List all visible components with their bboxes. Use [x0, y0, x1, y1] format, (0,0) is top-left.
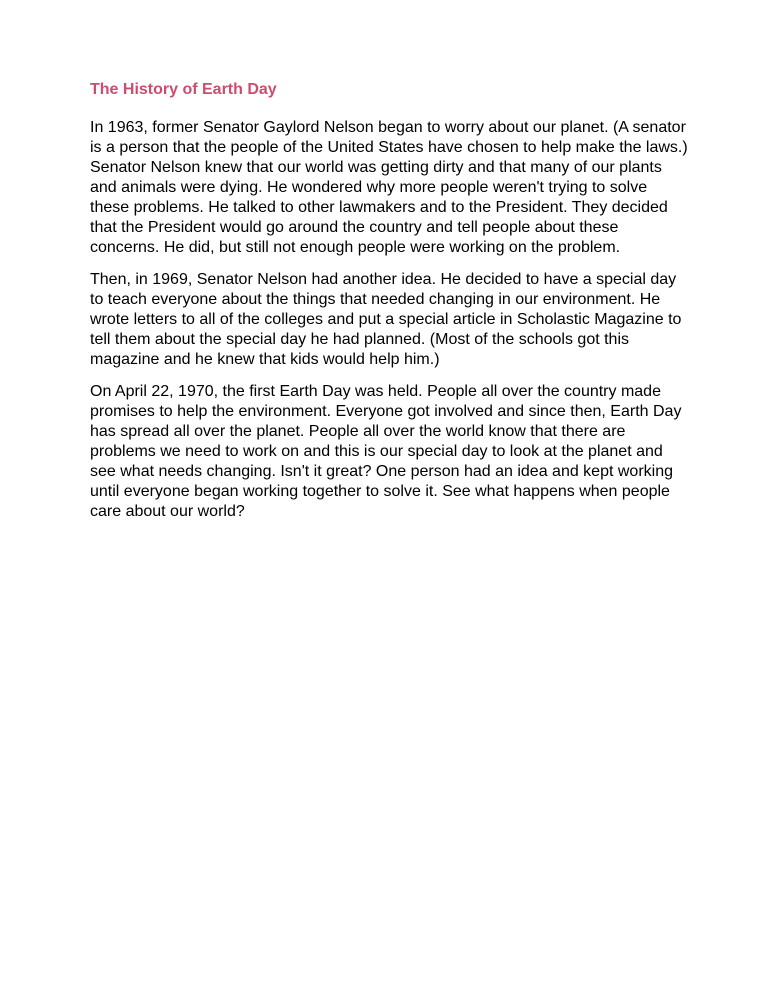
paragraph-1: In 1963, former Senator Gaylord Nelson began to worry about our planet. (A senator is a person that the people of the United States have chosen to help make the laws.) Senator Nelson knew that our world was getting dirty and that many of our plants and animals were dying. He wondered why more people weren't trying to solve these problems. He talked to other lawmakers and to the President. They decided that the President would go around the country and tell people about these concerns. He did, but still not enough people were working on the problem.	[90, 119, 688, 256]
paragraph-3: On April 22, 1970, the first Earth Day was held. People all over the country made promises to help the environment. Everyone got involved and since then, Earth Day has spread all over the planet. People all over the world know that there are problems we need to work on and this is our special day to look at the planet and see what needs changing. Isn't it great? One person had an idea and kept working until everyone began working together to solve it. See what happens when people care about our world?	[90, 383, 682, 520]
paragraph-2: Then, in 1969, Senator Nelson had another idea. He decided to have a special day to teach everyone about the things that needed changing in our environment. He wrote letters to all of the colleges and put a special article in Scholastic Magazine to tell them about the special day he had planned. (Most of the schools got this magazine and he knew that kids would help him.)	[90, 271, 682, 368]
document-title: The History of Earth Day	[90, 81, 277, 98]
document-page	[90, 80, 690, 534]
